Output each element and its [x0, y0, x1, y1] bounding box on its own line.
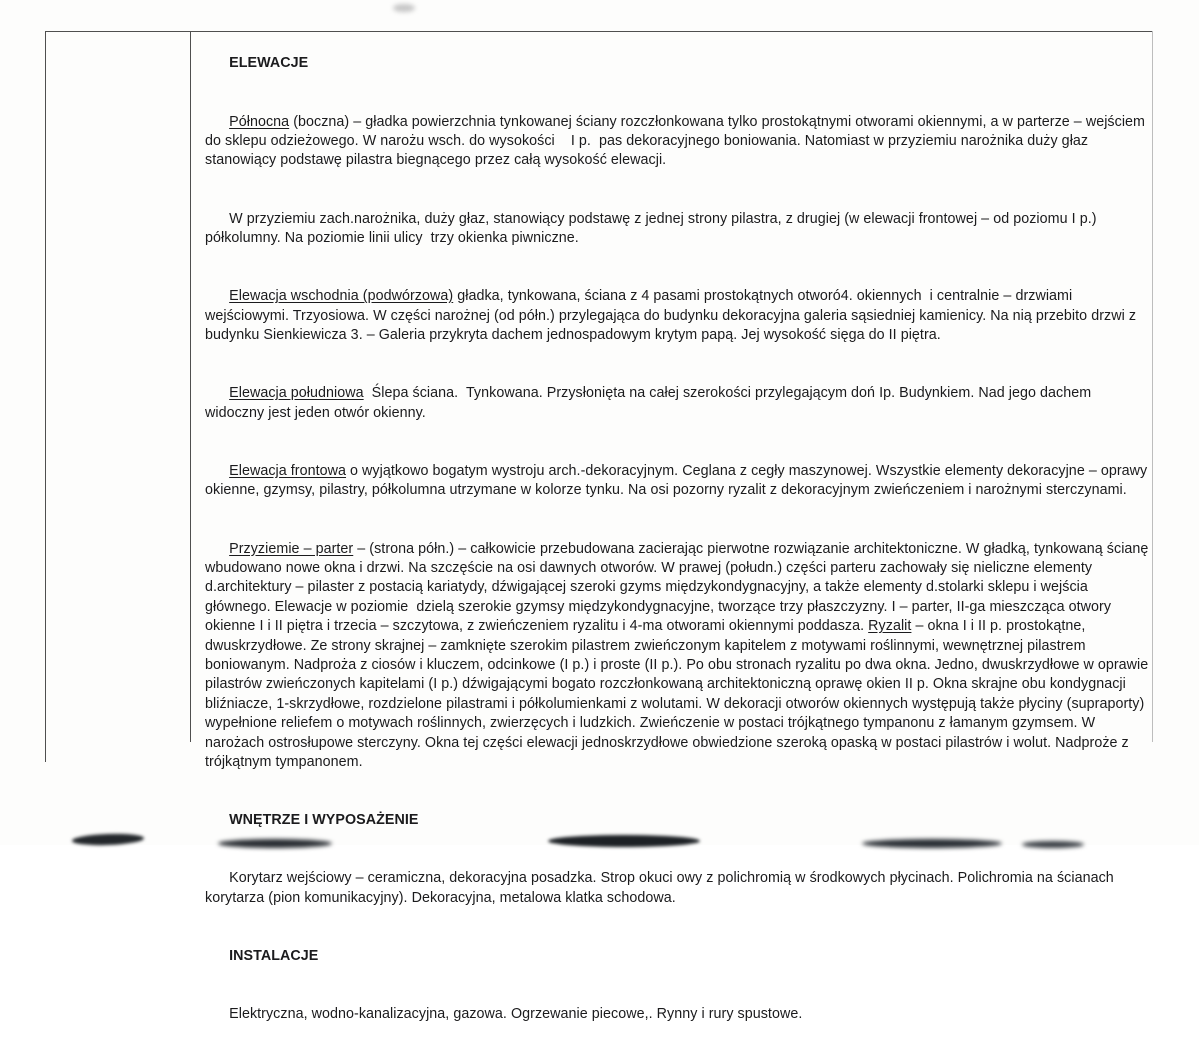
underlined-term: Elewacja południowa [229, 385, 364, 402]
text-run: (boczna) – gładka powierzchnia tynkowanej ściany rozczłonkowana tylko prostokątnymi otworami okiennymi, a w parterze – wejściem do sklepu odzieżowego. W narożu wsch. do wysokości I p. pas dekoracyjnego boniowania. Natomiast w przyziemiu narożnika duży głaz stanowiący podstawę pilastra biegnącego przez całą wysokość elewacji. [205, 113, 1150, 169]
text-run: gładka, tynkowana, ściana z 4 pasami prostokątnych otworó4. okiennych i centralnie – drzwiami wejściowymi. Trzyosiowa. W części narożnej (od półn.) przylegająca do budynku dekoracyjna galeria sąsiedniej kamienicy. Na nią przebito drzwi z budynku Sienkiewicza 3. – Galeria przykryta dachem jednospadowym krytym papą. Jej wysokość sięga do II piętra. [205, 288, 1141, 344]
paragraph-przyziemie-zach [205, 190, 1149, 268]
paragraph-polnocna [205, 93, 1149, 190]
text-run: Elektryczna, wodno-kanalizacyjna, gazowa. Ogrzewanie piecowe,. Rynny i rury spustowe. [229, 1006, 803, 1023]
paragraph-korytarz [205, 850, 1149, 928]
underlined-term: Elewacja frontowa [229, 462, 347, 479]
table-border-right [1152, 31, 1153, 742]
scan-smudge [393, 4, 415, 12]
heading-text: ELEWACJE [229, 55, 309, 72]
table-border-left [45, 31, 46, 762]
paragraph-elewacja-wschodnia [205, 268, 1149, 365]
heading-text: WNĘTRZE I WYPOSAŻENIE [229, 812, 419, 829]
scan-smudge [862, 839, 1002, 848]
paragraph-instalacje [205, 986, 1149, 1044]
underlined-term: Elewacja wschodnia (podwórzowa) [229, 288, 454, 305]
text-run: o wyjątkowo bogatym wystroju arch.-dekoracyjnym. Ceglana z cegły maszynowej. Wszystkie elementy dekoracyjne – oprawy okienne, gzymsy, pilastry, półkolumna utrzymane w kolorze tynku. Na osi pozorny ryzalit z dekoracyjnym zwieńczeniem i narożnymi sterczynami. [205, 462, 1152, 499]
paragraph-elewacja-poludniowa [205, 365, 1149, 443]
table-border-top [45, 31, 1153, 32]
underlined-term: Północna [229, 113, 290, 130]
text-run: Ślepa ściana. Tynkowana. Przysłonięta na całej szerokości przylegającym doń Ip. Budynkiem. Nad jego dachem widoczny jest jeden otwór okienny. [205, 385, 1096, 421]
table-border-inner [190, 31, 191, 742]
underlined-term: Ryzalit [868, 618, 912, 635]
section-heading-elewacje [205, 35, 1149, 93]
underlined-term: Przyziemie – parter [229, 540, 354, 557]
scan-smudge [72, 833, 144, 847]
section-heading-instalacje [205, 928, 1149, 986]
text-run: – okna I i II p. prostokątne, dwuskrzydłowe. Ze strony skrajnej – zamknięte szerokim pilastrem zwieńczonym kapitelem z motywami roślinnymi, wewnętrznej pilastrem boniowanym. Nadproża z ciosów i kluczem, odcinkowe (I p.) i proste (II p.). Po obu stronach ryzalitu po dwa okna. Jedno, dwuskrzydłowe w oprawie pilastrów zwieńczonych kapitelami (I p.) dźwigającymi bogato rozczłonkowaną architektoniczną oprawę okien II p. Okna skrajne obu kondygnacji bliźniacze, 1-skrzydłowe, rozdzielone pilastrami i półkolumienkami z wolutami. W dekoracji otworów okiennych występują także płyciny (supraporty) wypełnione reliefem o motywach roślinnych, zwierzęcych i ludzkich. Zwieńczenie w postaci trójkątnego tympanonu z łamanym gzymsem. W narożach ostrosłupowe sterczyny. Okna tej części elewacji jednoskrzydłowe obwiedzione szeroką opaską w postaci pilastrów i wolut. Nadproże z trójkątnym tympanonem. [205, 618, 1153, 771]
heading-text: INSTALACJE [229, 948, 319, 965]
scan-smudge [218, 839, 332, 848]
text-run: – (strona półn.) – całkowicie przebudowana zacierając pierwotne rozwiązanie architektoniczne. W gładką, tynkowaną ścianę wbudowano nowe okna i drzwi. Na szczęście na osi dawnych otworów. W prawej (połudn.) części parteru zachowały się nieliczne elementy d.architektury – pilaster z postacią kariatydy, dźwigającej szeroki gzyms międzykondygnacyjny, a także elementy d.stolarki sklepu i wejścia głównego. Elewacje w poziomie dzielą szerokie gzymsy międzykondygnacyjne, tworzące trzy płaszczyzny. I – parter, II-ga mieszcząca otwory okienne I i II piętra i trzecia – szczytowa, z zwieńczeniem ryzalitu i 4-ma otworami okiennymi poddasza. [205, 540, 1153, 635]
scan-smudge [548, 835, 700, 847]
paragraph-elewacja-frontowa [205, 443, 1152, 521]
text-run: Korytarz wejściowy – ceramiczna, dekoracyjna posadzka. Strop okuci owy z polichromią w środkowych płycinach. Polichromia na ścianach korytarza (pion komunikacyjny). Dekoracyjna, metalowa klatka schodowa. [205, 870, 1118, 906]
paragraph-przyziemie-parter [205, 520, 1153, 792]
document-text-column [205, 35, 1153, 1044]
text-run: W przyziemiu zach.narożnika, duży głaz, stanowiący podstawę z jednej strony pilastra, z drugiej (w elewacji frontowej – od poziomu I p.) półkolumny. Na poziomie linii ulicy trzy okienka piwniczne. [205, 210, 1101, 247]
